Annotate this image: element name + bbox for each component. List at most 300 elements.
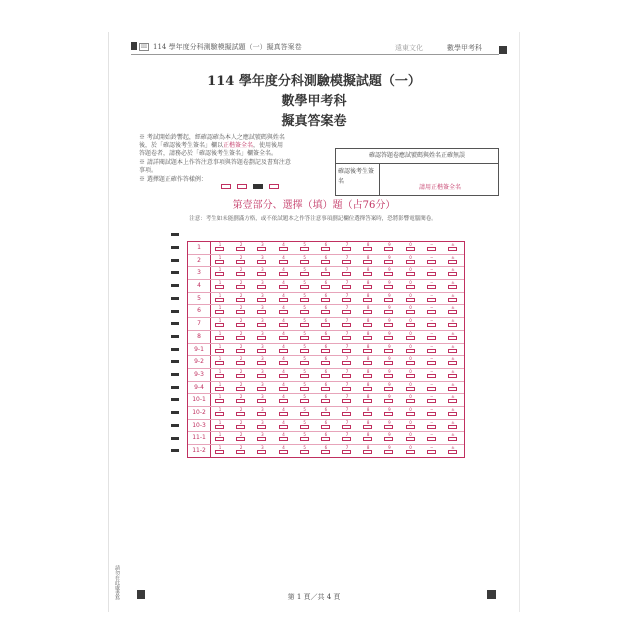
- bubble-box[interactable]: [406, 387, 415, 391]
- answer-bubble[interactable]: [298, 255, 312, 267]
- bubble-box[interactable]: [406, 323, 415, 327]
- bubble-box[interactable]: [427, 374, 436, 378]
- answer-bubble[interactable]: [234, 318, 248, 330]
- answer-bubble[interactable]: [340, 407, 354, 419]
- bubble-box[interactable]: [321, 260, 330, 264]
- answer-bubble[interactable]: [425, 356, 439, 368]
- bubble-box[interactable]: [384, 349, 393, 353]
- answer-bubble[interactable]: [340, 445, 354, 457]
- answer-bubble[interactable]: [382, 420, 396, 432]
- bubble-box[interactable]: [448, 437, 457, 441]
- answer-bubble[interactable]: [340, 293, 354, 305]
- bubble-box[interactable]: [448, 425, 457, 429]
- bubble-box[interactable]: [257, 260, 266, 264]
- answer-bubble[interactable]: [446, 369, 460, 381]
- bubble-box[interactable]: [236, 247, 245, 251]
- answer-bubble[interactable]: [340, 432, 354, 444]
- bubble-box[interactable]: [215, 298, 224, 302]
- answer-bubble[interactable]: [319, 318, 333, 330]
- bubble-box[interactable]: [321, 247, 330, 251]
- answer-bubble[interactable]: [255, 407, 269, 419]
- answer-bubble[interactable]: [319, 344, 333, 356]
- bubble-box[interactable]: [384, 399, 393, 403]
- answer-bubble[interactable]: [213, 382, 227, 394]
- bubble-box[interactable]: [342, 399, 351, 403]
- answer-bubble[interactable]: [255, 382, 269, 394]
- answer-bubble[interactable]: [404, 305, 418, 317]
- bubble-box[interactable]: [448, 272, 457, 276]
- bubble-box[interactable]: [384, 285, 393, 289]
- answer-bubble[interactable]: [277, 267, 291, 279]
- bubble-box[interactable]: [279, 437, 288, 441]
- bubble-box[interactable]: [406, 260, 415, 264]
- answer-bubble[interactable]: [340, 369, 354, 381]
- bubble-box[interactable]: [279, 336, 288, 340]
- bubble-box[interactable]: [384, 272, 393, 276]
- answer-bubble[interactable]: [382, 432, 396, 444]
- answer-bubble[interactable]: [234, 420, 248, 432]
- answer-bubble[interactable]: [446, 420, 460, 432]
- answer-bubble[interactable]: [234, 267, 248, 279]
- answer-bubble[interactable]: [319, 331, 333, 343]
- bubble-box[interactable]: [406, 336, 415, 340]
- answer-bubble[interactable]: [446, 344, 460, 356]
- answer-bubble[interactable]: [319, 394, 333, 406]
- answer-bubble[interactable]: [340, 356, 354, 368]
- answer-bubble[interactable]: [446, 407, 460, 419]
- answer-bubble[interactable]: [298, 356, 312, 368]
- bubble-box[interactable]: [384, 412, 393, 416]
- bubble-box[interactable]: [342, 437, 351, 441]
- answer-bubble[interactable]: [446, 445, 460, 457]
- bubble-box[interactable]: [300, 260, 309, 264]
- answer-bubble[interactable]: [255, 331, 269, 343]
- answer-bubble[interactable]: [234, 445, 248, 457]
- bubble-box[interactable]: [342, 361, 351, 365]
- bubble-box[interactable]: [215, 272, 224, 276]
- bubble-box[interactable]: [236, 437, 245, 441]
- bubble-box[interactable]: [215, 349, 224, 353]
- bubble-box[interactable]: [321, 412, 330, 416]
- answer-bubble[interactable]: [404, 382, 418, 394]
- bubble-box[interactable]: [321, 323, 330, 327]
- bubble-box[interactable]: [215, 361, 224, 365]
- answer-bubble[interactable]: [255, 242, 269, 254]
- answer-bubble[interactable]: [213, 255, 227, 267]
- bubble-box[interactable]: [300, 298, 309, 302]
- answer-bubble[interactable]: [404, 267, 418, 279]
- bubble-box[interactable]: [384, 450, 393, 454]
- bubble-box[interactable]: [448, 285, 457, 289]
- bubble-box[interactable]: [342, 285, 351, 289]
- answer-bubble[interactable]: [361, 407, 375, 419]
- answer-bubble[interactable]: [340, 318, 354, 330]
- answer-bubble[interactable]: [255, 420, 269, 432]
- bubble-box[interactable]: [215, 374, 224, 378]
- answer-bubble[interactable]: [361, 356, 375, 368]
- bubble-box[interactable]: [279, 450, 288, 454]
- answer-bubble[interactable]: [425, 420, 439, 432]
- answer-bubble[interactable]: [382, 331, 396, 343]
- answer-bubble[interactable]: [404, 445, 418, 457]
- bubble-box[interactable]: [342, 310, 351, 314]
- answer-bubble[interactable]: [319, 445, 333, 457]
- answer-bubble[interactable]: [234, 331, 248, 343]
- signature-field[interactable]: 請用正楷簽全名: [418, 184, 461, 191]
- bubble-box[interactable]: [279, 310, 288, 314]
- bubble-box[interactable]: [384, 298, 393, 302]
- answer-bubble[interactable]: [277, 382, 291, 394]
- bubble-box[interactable]: [406, 412, 415, 416]
- bubble-box[interactable]: [448, 374, 457, 378]
- answer-bubble[interactable]: [234, 255, 248, 267]
- bubble-box[interactable]: [342, 260, 351, 264]
- answer-bubble[interactable]: [361, 394, 375, 406]
- answer-bubble[interactable]: [298, 293, 312, 305]
- bubble-box[interactable]: [406, 437, 415, 441]
- answer-bubble[interactable]: [298, 344, 312, 356]
- bubble-box[interactable]: [279, 374, 288, 378]
- answer-bubble[interactable]: [255, 305, 269, 317]
- answer-bubble[interactable]: [425, 445, 439, 457]
- bubble-box[interactable]: [448, 298, 457, 302]
- bubble-box[interactable]: [300, 247, 309, 251]
- answer-bubble[interactable]: [340, 382, 354, 394]
- answer-bubble[interactable]: [255, 369, 269, 381]
- bubble-box[interactable]: [363, 310, 372, 314]
- answer-bubble[interactable]: [319, 255, 333, 267]
- bubble-box[interactable]: [236, 399, 245, 403]
- answer-bubble[interactable]: [277, 432, 291, 444]
- bubble-box[interactable]: [300, 272, 309, 276]
- bubble-box[interactable]: [236, 450, 245, 454]
- bubble-box[interactable]: [384, 260, 393, 264]
- answer-bubble[interactable]: [340, 420, 354, 432]
- answer-bubble[interactable]: [446, 280, 460, 292]
- answer-bubble[interactable]: [234, 280, 248, 292]
- answer-bubble[interactable]: [255, 394, 269, 406]
- bubble-box[interactable]: [448, 412, 457, 416]
- answer-bubble[interactable]: [446, 267, 460, 279]
- answer-bubble[interactable]: [361, 331, 375, 343]
- answer-bubble[interactable]: [298, 369, 312, 381]
- answer-bubble[interactable]: [319, 432, 333, 444]
- bubble-box[interactable]: [279, 247, 288, 251]
- answer-bubble[interactable]: [425, 382, 439, 394]
- bubble-box[interactable]: [363, 349, 372, 353]
- bubble-box[interactable]: [427, 399, 436, 403]
- answer-bubble[interactable]: [255, 445, 269, 457]
- answer-bubble[interactable]: [446, 242, 460, 254]
- answer-bubble[interactable]: [361, 267, 375, 279]
- bubble-box[interactable]: [321, 298, 330, 302]
- answer-bubble[interactable]: [404, 280, 418, 292]
- bubble-box[interactable]: [342, 336, 351, 340]
- bubble-box[interactable]: [342, 450, 351, 454]
- answer-bubble[interactable]: [425, 394, 439, 406]
- answer-bubble[interactable]: [298, 305, 312, 317]
- answer-bubble[interactable]: [382, 318, 396, 330]
- bubble-box[interactable]: [215, 247, 224, 251]
- bubble-box[interactable]: [321, 425, 330, 429]
- bubble-box[interactable]: [300, 374, 309, 378]
- bubble-box[interactable]: [406, 349, 415, 353]
- bubble-box[interactable]: [363, 425, 372, 429]
- bubble-box[interactable]: [257, 450, 266, 454]
- bubble-box[interactable]: [427, 247, 436, 251]
- answer-bubble[interactable]: [446, 293, 460, 305]
- bubble-box[interactable]: [363, 361, 372, 365]
- bubble-box[interactable]: [236, 374, 245, 378]
- answer-bubble[interactable]: [340, 267, 354, 279]
- bubble-box[interactable]: [300, 387, 309, 391]
- bubble-box[interactable]: [321, 374, 330, 378]
- answer-bubble[interactable]: [277, 242, 291, 254]
- answer-bubble[interactable]: [234, 242, 248, 254]
- bubble-box[interactable]: [257, 374, 266, 378]
- answer-bubble[interactable]: [234, 305, 248, 317]
- answer-bubble[interactable]: [298, 331, 312, 343]
- bubble-box[interactable]: [321, 450, 330, 454]
- answer-bubble[interactable]: [361, 369, 375, 381]
- answer-bubble[interactable]: [361, 293, 375, 305]
- answer-bubble[interactable]: [277, 280, 291, 292]
- answer-bubble[interactable]: [255, 356, 269, 368]
- bubble-box[interactable]: [300, 323, 309, 327]
- bubble-box[interactable]: [363, 247, 372, 251]
- bubble-box[interactable]: [406, 298, 415, 302]
- answer-bubble[interactable]: [382, 407, 396, 419]
- answer-bubble[interactable]: [361, 280, 375, 292]
- answer-bubble[interactable]: [298, 445, 312, 457]
- answer-bubble[interactable]: [340, 255, 354, 267]
- answer-bubble[interactable]: [213, 344, 227, 356]
- bubble-box[interactable]: [279, 349, 288, 353]
- answer-bubble[interactable]: [425, 305, 439, 317]
- bubble-box[interactable]: [215, 310, 224, 314]
- bubble-box[interactable]: [427, 310, 436, 314]
- bubble-box[interactable]: [363, 412, 372, 416]
- answer-bubble[interactable]: [213, 445, 227, 457]
- bubble-box[interactable]: [384, 323, 393, 327]
- bubble-box[interactable]: [257, 425, 266, 429]
- bubble-box[interactable]: [215, 336, 224, 340]
- bubble-box[interactable]: [363, 298, 372, 302]
- answer-bubble[interactable]: [277, 394, 291, 406]
- answer-bubble[interactable]: [255, 318, 269, 330]
- answer-bubble[interactable]: [213, 242, 227, 254]
- answer-bubble[interactable]: [425, 280, 439, 292]
- answer-bubble[interactable]: [425, 255, 439, 267]
- bubble-box[interactable]: [215, 450, 224, 454]
- bubble-box[interactable]: [321, 349, 330, 353]
- bubble-box[interactable]: [236, 336, 245, 340]
- bubble-box[interactable]: [363, 336, 372, 340]
- bubble-box[interactable]: [448, 310, 457, 314]
- bubble-box[interactable]: [427, 272, 436, 276]
- bubble-box[interactable]: [427, 450, 436, 454]
- answer-bubble[interactable]: [213, 280, 227, 292]
- bubble-box[interactable]: [342, 272, 351, 276]
- answer-bubble[interactable]: [277, 356, 291, 368]
- answer-bubble[interactable]: [298, 280, 312, 292]
- bubble-box[interactable]: [363, 260, 372, 264]
- bubble-box[interactable]: [257, 387, 266, 391]
- bubble-box[interactable]: [427, 298, 436, 302]
- answer-bubble[interactable]: [361, 255, 375, 267]
- answer-bubble[interactable]: [298, 420, 312, 432]
- bubble-box[interactable]: [257, 399, 266, 403]
- bubble-box[interactable]: [448, 247, 457, 251]
- bubble-box[interactable]: [300, 437, 309, 441]
- answer-bubble[interactable]: [277, 407, 291, 419]
- bubble-box[interactable]: [257, 310, 266, 314]
- answer-bubble[interactable]: [340, 280, 354, 292]
- answer-bubble[interactable]: [361, 242, 375, 254]
- answer-bubble[interactable]: [382, 356, 396, 368]
- bubble-box[interactable]: [300, 336, 309, 340]
- answer-bubble[interactable]: [382, 382, 396, 394]
- bubble-box[interactable]: [215, 323, 224, 327]
- answer-bubble[interactable]: [298, 407, 312, 419]
- bubble-box[interactable]: [236, 298, 245, 302]
- answer-bubble[interactable]: [255, 432, 269, 444]
- bubble-box[interactable]: [257, 298, 266, 302]
- answer-bubble[interactable]: [213, 305, 227, 317]
- bubble-box[interactable]: [406, 272, 415, 276]
- bubble-box[interactable]: [236, 425, 245, 429]
- bubble-box[interactable]: [406, 425, 415, 429]
- answer-bubble[interactable]: [213, 267, 227, 279]
- bubble-box[interactable]: [406, 285, 415, 289]
- bubble-box[interactable]: [448, 336, 457, 340]
- answer-bubble[interactable]: [340, 344, 354, 356]
- bubble-box[interactable]: [363, 374, 372, 378]
- bubble-box[interactable]: [279, 323, 288, 327]
- bubble-box[interactable]: [300, 361, 309, 365]
- answer-bubble[interactable]: [319, 356, 333, 368]
- answer-bubble[interactable]: [382, 242, 396, 254]
- bubble-box[interactable]: [215, 260, 224, 264]
- answer-bubble[interactable]: [382, 305, 396, 317]
- answer-bubble[interactable]: [425, 344, 439, 356]
- answer-bubble[interactable]: [277, 305, 291, 317]
- answer-bubble[interactable]: [446, 331, 460, 343]
- answer-bubble[interactable]: [298, 432, 312, 444]
- bubble-box[interactable]: [342, 298, 351, 302]
- bubble-box[interactable]: [321, 361, 330, 365]
- bubble-box[interactable]: [448, 450, 457, 454]
- bubble-box[interactable]: [342, 412, 351, 416]
- answer-bubble[interactable]: [234, 344, 248, 356]
- bubble-box[interactable]: [384, 437, 393, 441]
- answer-bubble[interactable]: [446, 432, 460, 444]
- answer-bubble[interactable]: [213, 318, 227, 330]
- bubble-box[interactable]: [236, 272, 245, 276]
- answer-bubble[interactable]: [298, 382, 312, 394]
- answer-bubble[interactable]: [446, 356, 460, 368]
- answer-bubble[interactable]: [340, 331, 354, 343]
- answer-bubble[interactable]: [425, 432, 439, 444]
- answer-bubble[interactable]: [277, 344, 291, 356]
- answer-bubble[interactable]: [213, 331, 227, 343]
- bubble-box[interactable]: [257, 437, 266, 441]
- answer-bubble[interactable]: [361, 445, 375, 457]
- bubble-box[interactable]: [384, 310, 393, 314]
- bubble-box[interactable]: [300, 425, 309, 429]
- answer-bubble[interactable]: [404, 432, 418, 444]
- answer-bubble[interactable]: [319, 420, 333, 432]
- answer-bubble[interactable]: [425, 369, 439, 381]
- answer-bubble[interactable]: [213, 407, 227, 419]
- bubble-box[interactable]: [279, 412, 288, 416]
- answer-bubble[interactable]: [319, 267, 333, 279]
- bubble-box[interactable]: [321, 437, 330, 441]
- answer-bubble[interactable]: [277, 445, 291, 457]
- bubble-box[interactable]: [342, 349, 351, 353]
- bubble-box[interactable]: [215, 399, 224, 403]
- answer-bubble[interactable]: [319, 382, 333, 394]
- bubble-box[interactable]: [215, 425, 224, 429]
- bubble-box[interactable]: [363, 272, 372, 276]
- answer-bubble[interactable]: [446, 382, 460, 394]
- bubble-box[interactable]: [321, 310, 330, 314]
- answer-bubble[interactable]: [277, 318, 291, 330]
- answer-bubble[interactable]: [404, 255, 418, 267]
- bubble-box[interactable]: [279, 272, 288, 276]
- bubble-box[interactable]: [448, 361, 457, 365]
- answer-bubble[interactable]: [425, 293, 439, 305]
- bubble-box[interactable]: [300, 412, 309, 416]
- answer-bubble[interactable]: [446, 318, 460, 330]
- bubble-box[interactable]: [406, 374, 415, 378]
- answer-bubble[interactable]: [298, 267, 312, 279]
- bubble-box[interactable]: [279, 285, 288, 289]
- answer-bubble[interactable]: [298, 242, 312, 254]
- answer-bubble[interactable]: [340, 394, 354, 406]
- answer-bubble[interactable]: [425, 331, 439, 343]
- answer-bubble[interactable]: [213, 356, 227, 368]
- answer-bubble[interactable]: [425, 407, 439, 419]
- bubble-box[interactable]: [279, 298, 288, 302]
- bubble-box[interactable]: [321, 387, 330, 391]
- bubble-box[interactable]: [279, 425, 288, 429]
- answer-bubble[interactable]: [298, 394, 312, 406]
- bubble-box[interactable]: [363, 323, 372, 327]
- answer-bubble[interactable]: [234, 356, 248, 368]
- bubble-box[interactable]: [427, 336, 436, 340]
- answer-bubble[interactable]: [319, 369, 333, 381]
- answer-bubble[interactable]: [319, 293, 333, 305]
- answer-bubble[interactable]: [277, 255, 291, 267]
- answer-bubble[interactable]: [382, 445, 396, 457]
- answer-bubble[interactable]: [404, 318, 418, 330]
- bubble-box[interactable]: [427, 387, 436, 391]
- bubble-box[interactable]: [342, 425, 351, 429]
- bubble-box[interactable]: [257, 285, 266, 289]
- answer-bubble[interactable]: [277, 420, 291, 432]
- answer-bubble[interactable]: [234, 407, 248, 419]
- answer-bubble[interactable]: [446, 255, 460, 267]
- answer-bubble[interactable]: [319, 407, 333, 419]
- bubble-box[interactable]: [215, 437, 224, 441]
- answer-bubble[interactable]: [234, 369, 248, 381]
- answer-bubble[interactable]: [382, 344, 396, 356]
- answer-bubble[interactable]: [277, 293, 291, 305]
- answer-bubble[interactable]: [361, 420, 375, 432]
- bubble-box[interactable]: [236, 349, 245, 353]
- bubble-box[interactable]: [257, 349, 266, 353]
